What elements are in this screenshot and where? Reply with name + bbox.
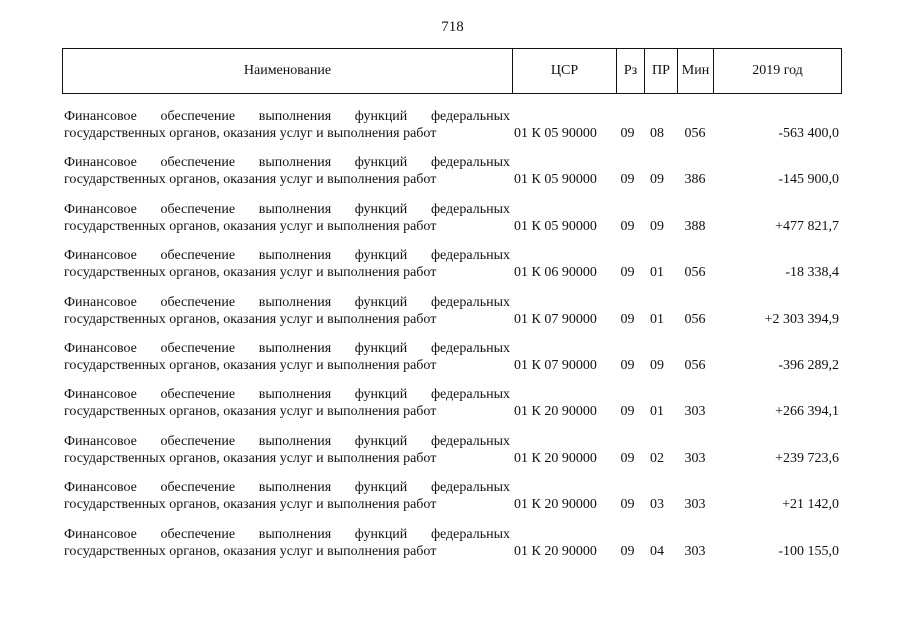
row-pr: 09 — [650, 172, 664, 188]
row-name-line1: Финансовое обеспечение выполнения функций федеральных — [64, 526, 510, 542]
row-min: 388 — [684, 218, 706, 234]
row-pr: 09 — [650, 357, 664, 373]
header-rz: Рз — [617, 49, 645, 94]
row-csr: 01 К 20 90000 — [514, 497, 597, 513]
row-name-line1: Финансовое обеспечение выполнения функций федеральных — [64, 155, 510, 171]
row-name-line2: государственных органов, оказания услуг и выполнения работ — [64, 311, 437, 327]
row-rz: 09 — [620, 265, 635, 281]
row-name-line1: Финансовое обеспечение выполнения функций федеральных — [64, 248, 510, 264]
row-pr: 01 — [650, 404, 664, 420]
row-sum: -145 900,0 — [778, 172, 839, 188]
row-rz: 09 — [620, 404, 635, 420]
row-name — [64, 201, 510, 235]
row-csr: 01 К 05 90000 — [514, 172, 597, 188]
table-row — [62, 340, 842, 386]
row-pr: 08 — [650, 126, 664, 141]
row-name — [64, 294, 510, 328]
header-min: Мин — [678, 49, 714, 94]
row-name — [64, 386, 510, 420]
table-header — [62, 48, 842, 94]
row-name-line1: Финансовое обеспечение выполнения функций федеральных — [64, 340, 510, 356]
row-csr: 01 К 06 90000 — [514, 265, 597, 281]
table-row — [62, 154, 842, 200]
header-year: 2019 год — [714, 49, 842, 94]
table-row — [62, 247, 842, 293]
table-row — [62, 526, 842, 572]
header-pr: ПР — [645, 49, 678, 94]
row-name-line1: Финансовое обеспечение выполнения функций федеральных — [64, 109, 510, 124]
table-row — [62, 201, 842, 247]
row-name-line2: государственных органов, оказания услуг и выполнения работ — [64, 450, 437, 466]
row-name-line1: Финансовое обеспечение выполнения функций федеральных — [64, 294, 510, 310]
row-min: 056 — [684, 311, 706, 327]
row-sum: +21 142,0 — [782, 497, 839, 513]
row-name-line2: государственных органов, оказания услуг и выполнения работ — [64, 543, 437, 559]
row-pr: 01 — [650, 265, 664, 281]
row-min: 056 — [684, 126, 706, 141]
row-name — [64, 108, 510, 142]
row-name — [64, 340, 510, 374]
row-csr: 01 К 20 90000 — [514, 543, 597, 559]
row-min: 056 — [684, 265, 706, 281]
table-row — [62, 386, 842, 432]
row-name-line2: государственных органов, оказания услуг и выполнения работ — [64, 126, 437, 141]
header-csr: ЦСР — [513, 49, 617, 94]
row-name-line1: Финансовое обеспечение выполнения функций федеральных — [64, 201, 510, 217]
page-number: 718 — [441, 19, 464, 35]
row-name-line2: государственных органов, оказания услуг и выполнения работ — [64, 172, 437, 188]
table-row — [62, 433, 842, 479]
header-name: Наименование — [63, 49, 513, 94]
row-sum: -563 400,0 — [778, 126, 839, 141]
row-csr: 01 К 07 90000 — [514, 311, 597, 327]
row-csr: 01 К 20 90000 — [514, 450, 597, 466]
row-min: 056 — [684, 357, 706, 373]
row-pr: 03 — [650, 497, 664, 513]
row-sum: -100 155,0 — [778, 543, 839, 559]
row-name — [64, 433, 510, 467]
row-sum: +2 303 394,9 — [764, 311, 839, 327]
table-row — [62, 479, 842, 525]
row-csr: 01 К 05 90000 — [514, 126, 597, 141]
row-pr: 01 — [650, 311, 664, 327]
row-name — [64, 526, 510, 560]
row-sum: -18 338,4 — [785, 265, 839, 281]
row-min: 386 — [684, 172, 706, 188]
row-rz: 09 — [620, 126, 635, 141]
row-min: 303 — [684, 497, 706, 513]
table-row — [62, 108, 842, 154]
row-name-line1: Финансовое обеспечение выполнения функций федеральных — [64, 480, 510, 496]
row-name — [64, 247, 510, 281]
row-rz: 09 — [620, 450, 635, 466]
row-min: 303 — [684, 543, 706, 559]
row-sum: +477 821,7 — [775, 218, 839, 234]
row-name-line2: государственных органов, оказания услуг и выполнения работ — [64, 218, 437, 234]
row-rz: 09 — [620, 357, 635, 373]
row-rz: 09 — [620, 172, 635, 188]
row-sum: +239 723,6 — [775, 450, 839, 466]
header-row — [63, 49, 842, 94]
row-name-line2: государственных органов, оказания услуг и выполнения работ — [64, 404, 437, 420]
row-pr: 09 — [650, 218, 664, 234]
table-row — [62, 294, 842, 340]
row-name-line1: Финансовое обеспечение выполнения функций федеральных — [64, 387, 510, 403]
row-rz: 09 — [620, 218, 635, 234]
row-min: 303 — [684, 404, 706, 420]
row-csr: 01 К 07 90000 — [514, 357, 597, 373]
row-name-line2: государственных органов, оказания услуг и выполнения работ — [64, 497, 437, 513]
row-pr: 02 — [650, 450, 664, 466]
row-sum: +266 394,1 — [775, 404, 839, 420]
row-name-line2: государственных органов, оказания услуг и выполнения работ — [64, 265, 437, 281]
row-csr: 01 К 20 90000 — [514, 404, 597, 420]
row-sum: -396 289,2 — [778, 357, 839, 373]
row-min: 303 — [684, 450, 706, 466]
row-rz: 09 — [620, 311, 635, 327]
table-body — [62, 108, 842, 572]
row-rz: 09 — [620, 543, 635, 559]
row-name — [64, 479, 510, 513]
row-name — [64, 154, 510, 188]
row-name-line1: Финансовое обеспечение выполнения функций федеральных — [64, 433, 510, 449]
row-csr: 01 К 05 90000 — [514, 218, 597, 234]
row-rz: 09 — [620, 497, 635, 513]
row-name-line2: государственных органов, оказания услуг и выполнения работ — [64, 357, 437, 373]
row-pr: 04 — [650, 543, 664, 559]
